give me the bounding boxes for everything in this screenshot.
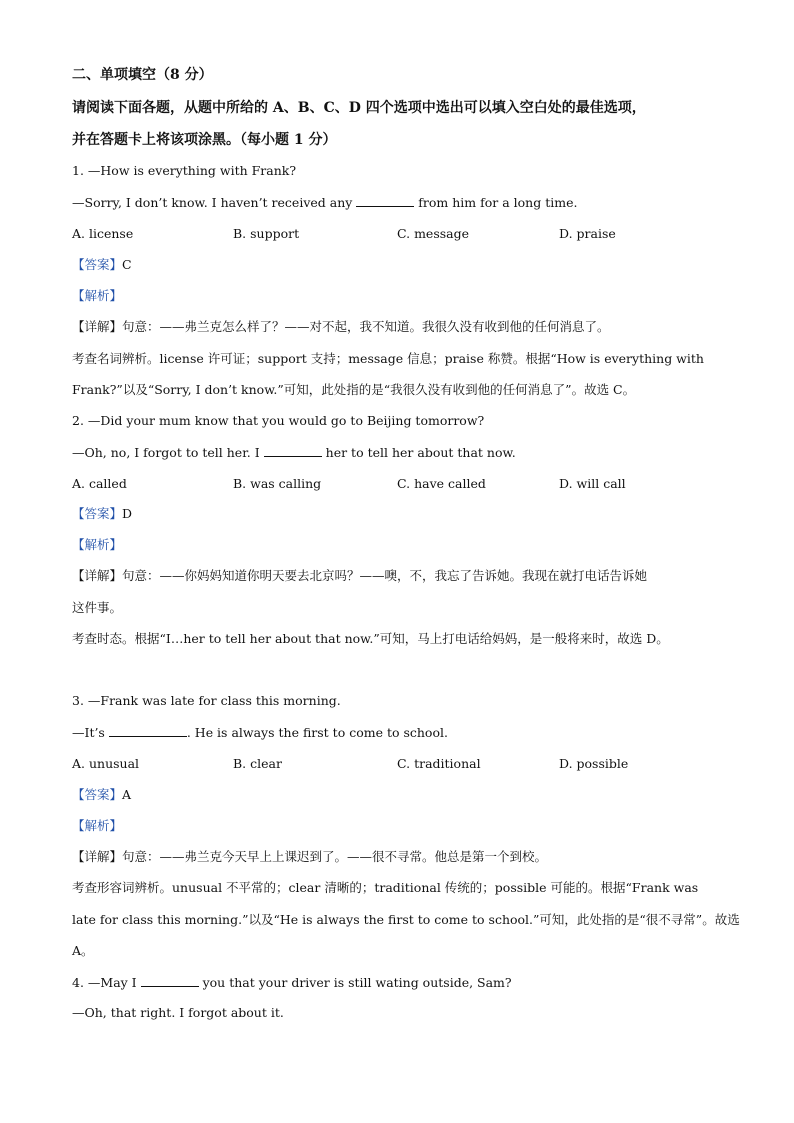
question-2-prompt: 2. —Did your mum know that you would go to Beijing tomorrow? xyxy=(72,413,485,428)
question-1-option-d: D. praise xyxy=(559,226,616,241)
question-3-prompt: 3. —Frank was late for class this morning. xyxy=(72,693,341,708)
question-2-explanation: 考查时态。根据“I…her to tell her about that now.”可知，马上打电话给妈妈，是一般将来时，故选 D。 xyxy=(72,631,669,646)
question-1-explanation: Frank?”以及“Sorry, I don’t know.”可知，此处指的是“我很久没有收到他的任何消息了”。故选 C。 xyxy=(72,382,636,397)
question-1-detail: 【详解】句意：——弗兰克怎么样了？——对不起，我不知道。我很久没有收到他的任何消息了。 xyxy=(72,319,610,334)
question-2-detail: 【详解】句意：——你妈妈知道你明天要去北京吗？——噢，不，我忘了告诉她。我现在就打电话告诉她 xyxy=(72,568,648,583)
question-1-response: —Sorry, I don’t know. I haven’t received any from him for a long time. xyxy=(72,195,578,210)
question-3-answer xyxy=(72,787,131,803)
section-instruction: 并在答题卡上将该项涂黑。（每小题 1 分） xyxy=(72,132,337,148)
detail-tag: 【详解】 xyxy=(72,568,123,583)
question-1-option-c: C. message xyxy=(397,226,469,241)
question-1-answer xyxy=(72,257,132,273)
answer-blank xyxy=(141,974,199,987)
question-3-detail: 【详解】句意：——弗兰克今天早上上课迟到了。——很不寻常。他总是第一个到校。 xyxy=(72,849,548,864)
answer-blank xyxy=(109,724,187,737)
detail-tag: 【详解】 xyxy=(72,319,123,334)
question-3-option-d: D. possible xyxy=(559,756,629,771)
answer-value: C xyxy=(122,257,132,272)
question-2-option-d: D. will call xyxy=(559,476,626,491)
question-4-response: —Oh, that right. I forgot about it. xyxy=(72,1005,284,1020)
question-2-explanation: 这件事。 xyxy=(72,600,123,615)
section-title: 二、单项填空（8 分） xyxy=(72,67,213,83)
question-2-option-b: B. was calling xyxy=(233,476,322,491)
question-1-explanation: 考查名词辨析。license 许可证；support 支持；message 信息；praise 称赞。根据“How is everything with xyxy=(72,351,704,366)
question-3-option-b: B. clear xyxy=(233,756,282,771)
question-3-option-a: A. unusual xyxy=(72,756,140,771)
analysis-tag: 【解析】 xyxy=(72,818,123,833)
answer-value: A xyxy=(122,787,132,802)
detail-tag: 【详解】 xyxy=(72,849,123,864)
question-2-option-c: C. have called xyxy=(397,476,486,491)
section-instruction: 请阅读下面各题，从题中所给的 A、B、C、D 四个选项中选出可以填入空白处的最佳选项， xyxy=(72,100,646,116)
answer-tag: 【答案】 xyxy=(72,506,123,521)
question-3-explanation: A。 xyxy=(72,943,94,958)
answer-value: D xyxy=(122,506,133,521)
question-2-option-a: A. called xyxy=(72,476,127,491)
question-3-response: —It’s . He is always the first to come to school. xyxy=(72,725,448,740)
question-2-response: —Oh, no, I forgot to tell her. I her to tell her about that now. xyxy=(72,445,516,460)
question-1-option-a: A. license xyxy=(72,226,134,241)
question-1-option-b: B. support xyxy=(233,226,300,241)
question-2-answer xyxy=(72,506,132,522)
answer-blank xyxy=(264,444,322,457)
question-3-explanation: 考查形容词辨析。unusual 不平常的；clear 清晰的；traditional 传统的；possible 可能的。根据“Frank was xyxy=(72,880,699,895)
answer-tag: 【答案】 xyxy=(72,787,123,802)
answer-blank xyxy=(356,194,414,207)
question-3-option-c: C. traditional xyxy=(397,756,481,771)
question-3-explanation: late for class this morning.”以及“He is always the first to come to school.”可知，此处指的是“很不寻常”。故选 xyxy=(72,912,740,927)
question-1-prompt: 1. —How is everything with Frank? xyxy=(72,163,297,178)
question-4-prompt: 4. —May I you that your driver is still wating outside, Sam? xyxy=(72,975,512,990)
analysis-tag: 【解析】 xyxy=(72,537,123,552)
answer-tag: 【答案】 xyxy=(72,257,123,272)
analysis-tag: 【解析】 xyxy=(72,288,123,303)
